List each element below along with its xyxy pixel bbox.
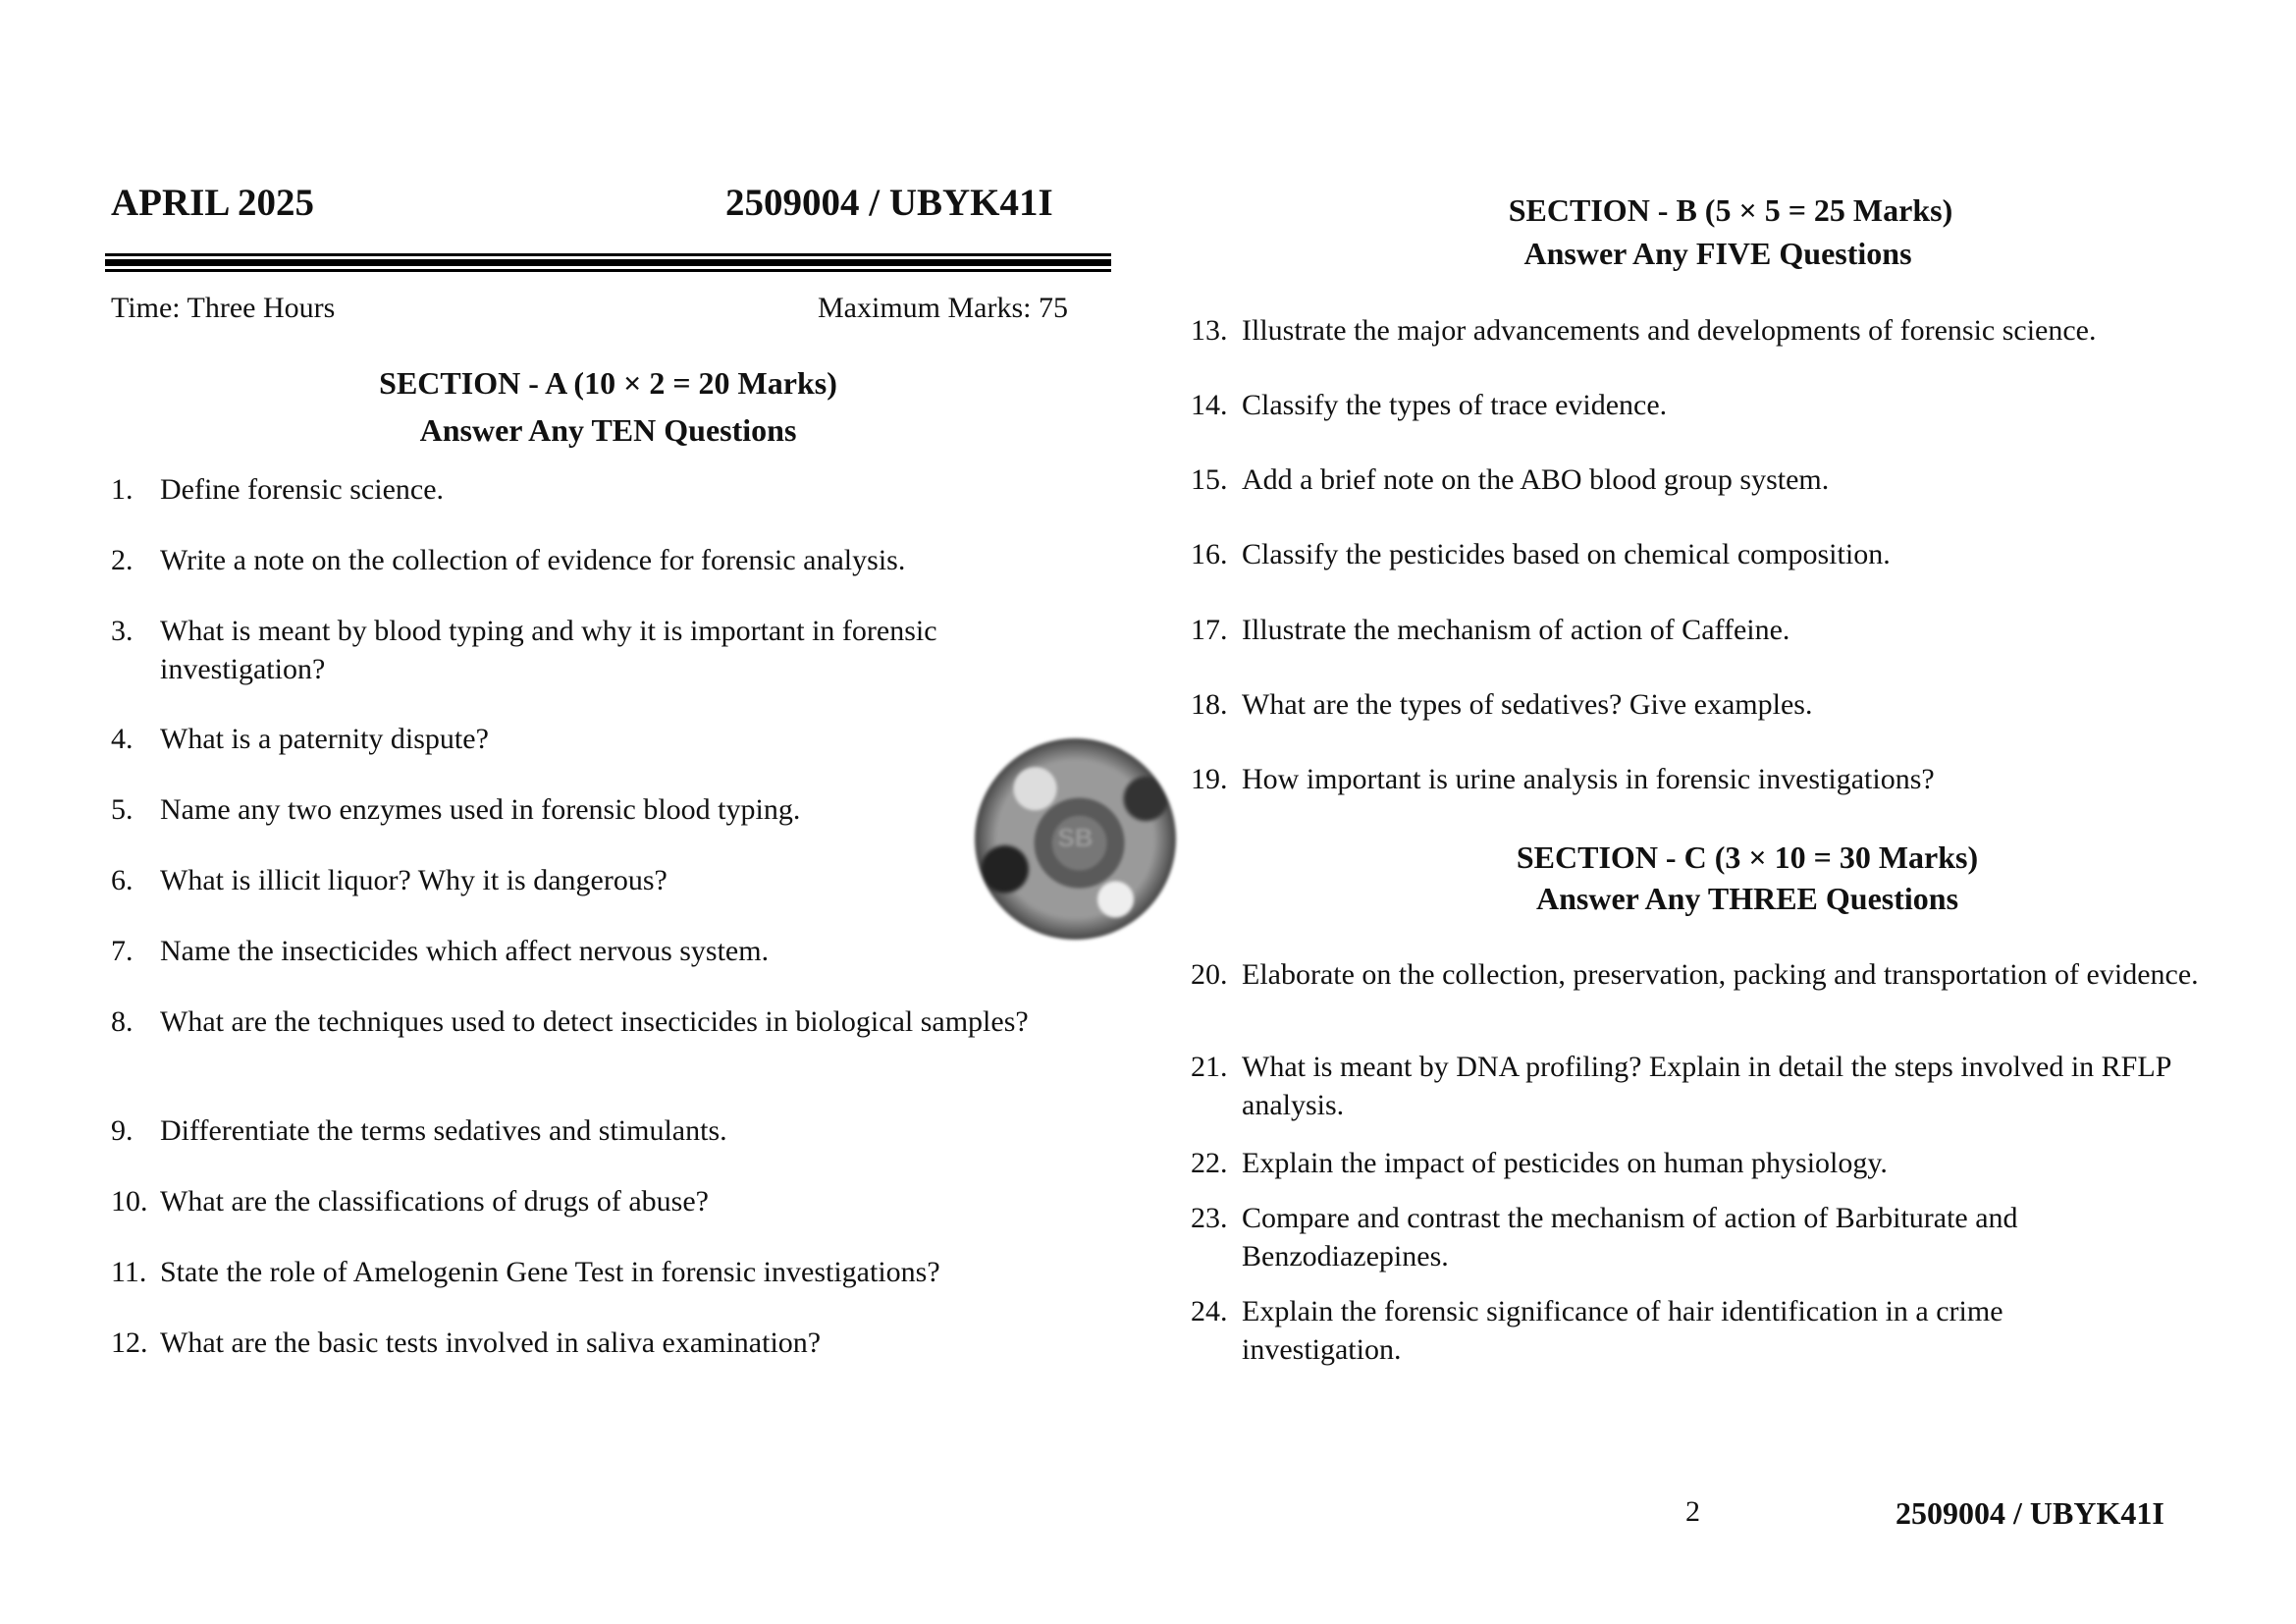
question-text: Define forensic science.: [160, 473, 445, 506]
exam-month: APRIL 2025: [111, 182, 314, 224]
question-text: What is illicit liquor? Why it is dangerous?: [160, 864, 667, 896]
question-10: [111, 1182, 1093, 1220]
question-23: [1191, 1199, 2172, 1275]
section-c-instruction: Answer Any THREE Questions: [1535, 881, 1959, 916]
question-number: 9.: [111, 1114, 133, 1147]
question-text: What are the techniques used to detect insecticides in biological samples?: [160, 1005, 1029, 1038]
university-seal-image: [975, 738, 1176, 940]
question-18: [1191, 685, 2251, 724]
question-11: [111, 1253, 1122, 1291]
question-text: Write a note on the collection of evidence for forensic analysis.: [160, 544, 906, 576]
question-text: What is meant by DNA profiling? Explain in detail the steps involved in RFLP analysis.: [1242, 1051, 2171, 1121]
question-16: [1191, 535, 2251, 573]
question-text: What are the types of sedatives? Give examples.: [1242, 688, 1813, 721]
question-number: 4.: [111, 723, 133, 755]
question-4: [111, 720, 955, 758]
question-21: [1191, 1048, 2231, 1124]
question-text: Elaborate on the collection, preservation, packing and transportation of evidence.: [1242, 958, 2199, 991]
question-number: 22.: [1191, 1147, 1228, 1179]
section-a-title: SECTION - A (10 × 2 = 20 Marks): [379, 365, 837, 401]
question-number: 16.: [1191, 538, 1228, 570]
question-number: 8.: [111, 1005, 133, 1038]
question-text: Name any two enzymes used in forensic blood typing.: [160, 793, 801, 826]
question-number: 1.: [111, 473, 133, 506]
question-text: How important is urine analysis in forensic investigations?: [1242, 763, 1935, 795]
question-13: [1191, 311, 2270, 350]
question-12: [111, 1324, 1093, 1362]
exam-duration: Time: Three Hours: [111, 292, 336, 324]
question-1: [111, 470, 1093, 509]
question-number: 18.: [1191, 688, 1228, 721]
question-text: Name the insecticides which affect nervous system.: [160, 935, 770, 967]
question-text: Explain the forensic significance of hair identification in a crime investigation.: [1242, 1295, 2003, 1366]
question-text: What is a paternity dispute?: [160, 723, 489, 755]
question-number: 2.: [111, 544, 133, 576]
page-number: 2: [1685, 1495, 1700, 1528]
question-number: 14.: [1191, 389, 1228, 421]
question-number: 21.: [1191, 1051, 1228, 1083]
question-2: [111, 541, 1093, 579]
question-19: [1191, 760, 2251, 798]
section-b-instruction: Answer Any FIVE Questions: [1523, 236, 1912, 271]
maximum-marks: Maximum Marks: 75: [818, 292, 1068, 324]
question-6: [111, 861, 955, 899]
question-number: 17.: [1191, 614, 1228, 646]
question-text: Compare and contrast the mechanism of action of Barbiturate and Benzodiazepines.: [1242, 1202, 2018, 1272]
question-text: Classify the types of trace evidence.: [1242, 389, 1668, 421]
question-8: [111, 1002, 1043, 1041]
question-text: Differentiate the terms sedatives and stimulants.: [160, 1114, 727, 1147]
question-number: 24.: [1191, 1295, 1228, 1327]
header-rule-top: [105, 253, 1111, 256]
seal-label: SB: [1057, 823, 1094, 852]
question-14: [1191, 386, 2251, 424]
question-number: 12.: [111, 1326, 148, 1359]
question-number: 15.: [1191, 463, 1228, 496]
paper-code-header: 2509004 / UBYK41I: [725, 182, 1053, 224]
question-number: 3.: [111, 615, 133, 647]
section-b-title: SECTION - B (5 × 5 = 25 Marks): [1508, 192, 1953, 228]
question-number: 19.: [1191, 763, 1228, 795]
header-rule-bottom: [105, 269, 1111, 272]
question-text: What are the classifications of drugs of abuse?: [160, 1185, 709, 1218]
question-text: Explain the impact of pesticides on human physiology.: [1242, 1147, 1888, 1179]
paper-code-footer: 2509004 / UBYK41I: [1896, 1495, 2164, 1531]
question-text: What are the basic tests involved in saliva examination?: [160, 1326, 822, 1359]
question-3: [111, 612, 1053, 688]
question-7: [111, 932, 1093, 970]
question-9: [111, 1111, 1093, 1150]
question-24: [1191, 1292, 2153, 1369]
question-5: [111, 790, 955, 829]
question-number: 20.: [1191, 958, 1228, 991]
question-text: State the role of Amelogenin Gene Test in forensic investigations?: [160, 1256, 940, 1288]
question-number: 23.: [1191, 1202, 1228, 1234]
question-20: [1191, 955, 2212, 994]
section-c-title: SECTION - C (3 × 10 = 30 Marks): [1516, 839, 1979, 875]
question-text: Illustrate the mechanism of action of Caffeine.: [1242, 614, 1790, 646]
header-rule-middle: [105, 259, 1111, 266]
question-number: 5.: [111, 793, 133, 826]
question-number: 10.: [111, 1185, 148, 1218]
section-a-instruction: Answer Any TEN Questions: [419, 412, 797, 448]
question-text: Illustrate the major advancements and developments of forensic science.: [1242, 314, 2097, 347]
question-17: [1191, 611, 2251, 649]
question-text: Add a brief note on the ABO blood group system.: [1242, 463, 1830, 496]
question-number: 13.: [1191, 314, 1228, 347]
question-15: [1191, 460, 2251, 499]
question-number: 11.: [111, 1256, 147, 1288]
question-number: 6.: [111, 864, 133, 896]
question-text: Classify the pesticides based on chemical composition.: [1242, 538, 1891, 570]
question-22: [1191, 1144, 2231, 1182]
question-number: 7.: [111, 935, 133, 967]
question-text: What is meant by blood typing and why it is important in forensic investigation?: [160, 615, 937, 685]
